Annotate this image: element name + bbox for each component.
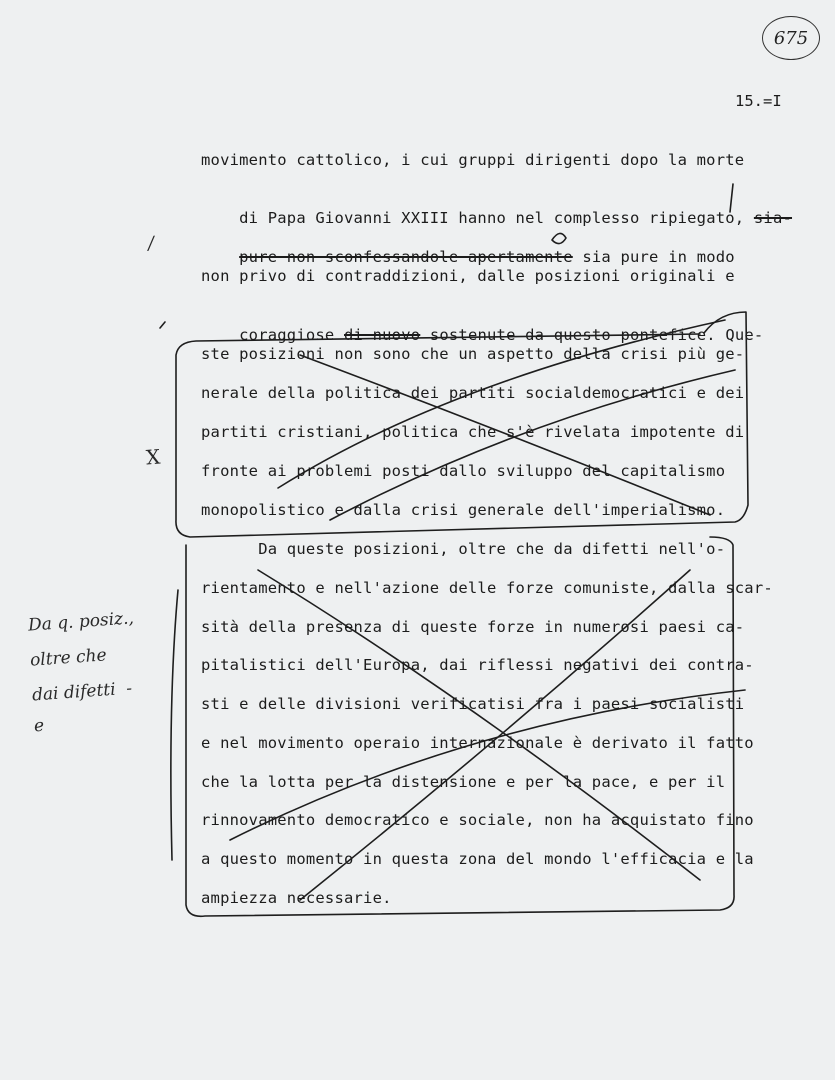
margin-note-line-3: dai difetti - <box>31 678 133 706</box>
text-line-11: Da queste posizioni, oltre che da difetti nell'o- <box>201 540 726 558</box>
upper-block-cross-a <box>278 320 725 488</box>
text-line-8: partiti cristiani, politica che s'è rivelata impotente di <box>201 423 745 441</box>
text-line-5-head: coraggiose <box>239 326 335 344</box>
text-line-14: pitalistici dell'Europa, dai riflessi negativi dei contra- <box>201 656 754 674</box>
text-line-1: movimento cattolico, i cui gruppi dirigenti dopo la morte <box>201 151 745 169</box>
text-line-5-tail: sostenute da questo pontefice. Que- <box>429 326 764 344</box>
text-line-2-body: di Papa Giovanni XXIII hanno nel complesso ripiegato, <box>239 209 745 227</box>
margin-note-line-4: e <box>33 715 45 737</box>
text-line-18: rinnovamento democratico e sociale, non ha acquistato fino <box>201 811 754 829</box>
text-line-7: nerale della politica dei partiti socialdemocratici e dei <box>201 384 745 402</box>
margin-bracket <box>171 590 178 860</box>
archive-number: 675 <box>773 27 809 49</box>
caret-mark: / <box>147 232 155 255</box>
text-line-17: che la lotta per la distensione e per la pace, e per il <box>201 773 726 791</box>
text-line-19: a questo momento in questa zona del mondo l'efficacia e la <box>201 850 754 868</box>
insertion-caret <box>160 322 165 328</box>
scribble-mark <box>552 233 566 243</box>
text-line-6: ste posizioni non sono che un aspetto della crisi più ge- <box>201 345 745 363</box>
text-line-10: monopolistico e dalla crisi generale dell'imperialismo. <box>201 501 726 519</box>
text-line-15: sti e delle divisioni verificatisi fra i paesi socialisti <box>201 695 745 713</box>
text-line-12: rientamento e nell'azione delle forze comuniste, dalla scar- <box>201 579 773 597</box>
struck-text: sia- <box>753 209 793 227</box>
text-line-16: e nel movimento operaio internazionale è derivato il fatto <box>201 734 754 752</box>
lower-box-outline <box>186 537 734 916</box>
scribble-mark <box>730 184 733 212</box>
struck-text: di nuovo <box>344 326 421 344</box>
text-line-4: non privo di contraddizioni, dalle posizioni originali e <box>201 267 735 285</box>
text-line-9: fronte ai problemi posti dallo sviluppo del capitalismo <box>201 462 726 480</box>
text-line-20: ampiezza necessarie. <box>201 889 392 907</box>
lower-block-cross-a <box>258 570 700 880</box>
lower-block-cross-b <box>300 570 690 900</box>
page-number: 15.=I <box>735 92 782 110</box>
upper-block-cross-b <box>300 355 710 515</box>
text-line-3-body: sia pure in modo <box>582 248 735 266</box>
lower-block-cross-c <box>230 690 745 840</box>
margin-note-line-2: oltre che <box>29 645 108 671</box>
text-line-13: sità della presenza di queste forze in numerosi paesi ca- <box>201 618 745 636</box>
struck-text: pure non sconfessandole apertamente <box>239 248 573 266</box>
margin-note-line-1: Da q. posiz., <box>27 608 135 636</box>
cross-mark: X <box>145 444 162 470</box>
upper-box-outline <box>176 312 748 537</box>
